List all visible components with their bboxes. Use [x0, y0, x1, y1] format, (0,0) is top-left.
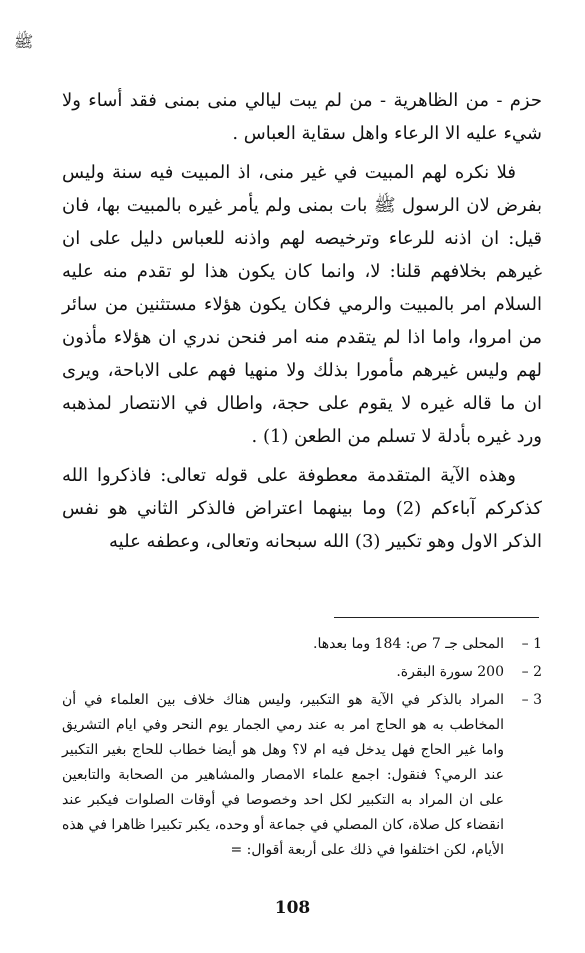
footnote-separator [334, 617, 539, 618]
paragraph: وهذه الآية المتقدمة معطوفة على قوله تعالى: فاذكروا الله كذكركم آباءكم (2) وما بينهما اعتراض فالذكر الثاني هو نفس الذكر الاول وهو تكبير (3) الله سبحانه وتعالى، وعطفه عليه [62, 465, 542, 552]
footnote-text: 200 سورة البقرة. [396, 664, 504, 680]
footnote [62, 660, 542, 685]
footnote-number: 2 – [521, 664, 542, 680]
footnote-number: 3 – [521, 692, 542, 708]
footnote-text: المحلى جـ 7 ص: 184 وما بعدها. [313, 636, 504, 652]
footnote [62, 688, 542, 863]
footnote [62, 632, 542, 657]
footnote-text: المراد بالذكر في الآية هو التكبير، وليس هناك خلاف بين العلماء في أن المخاطب به هو الحاج امر به عند رمي الجمار يوم النحر وفي ايام التشريق واما غير الحاج فهل يدخل فيه ام لا؟ وهل هو أيضا خطاب للحاج بغير التكبير عند الرمي؟ فنقول: اجمع علماء الامصار والمشاهير من الصحابة والتابعين على ان المراد به التكبير لكل احد وخصوصا في أوقات الصلوات فيكبر عند انقضاء كل صلاة، كان المصلي في جماعة أو وحده، يكبر تكبيرا ظاهرا في هذه الأيام، لكن اختلفوا في ذلك على أربعة أقوال: = [62, 692, 504, 858]
main-text [62, 84, 542, 558]
paragraph: فلا نكره لهم المبيت في غير منى، اذ المبيت فيه سنة وليس بفرض لان الرسول ﷺ بات بمنى ولم يأمر غيره بالمبيت بها، فان قيل: ان اذنه للرعاء وترخيصه لهم واذنه للعباس دليل على ان غيرهم بخلافهم قلنا: لا، وانما كان يكون هذا لو تقدم منه عليه السلام امر بالمبيت والرمي فكان يكون هؤلاء مستثنين من سائر من امروا، واما اذا لم يتقدم منه امر فنحن ندري ان هؤلاء مأذون لهم وليس غيرهم مأمورا بذلك ولا منهيا فهم على الاباحة، ويرى ان ما قاله غيره لا يقوم على حجة، واطال في الانتصار لمذهبه ورد غيره بأدلة لا تسلم من الطعن (1) . [62, 162, 542, 447]
footnotes [62, 632, 542, 866]
page-number: 108 [274, 898, 311, 918]
paragraph: حزم - من الظاهرية - من لم يبت ليالي منى بمنى فقد أساء ولا شيء عليه الا الرعاء واهل سقاية العباس . [62, 90, 542, 144]
corner-mark: ﷺ [14, 32, 34, 51]
footnote-number: 1 – [521, 636, 542, 652]
